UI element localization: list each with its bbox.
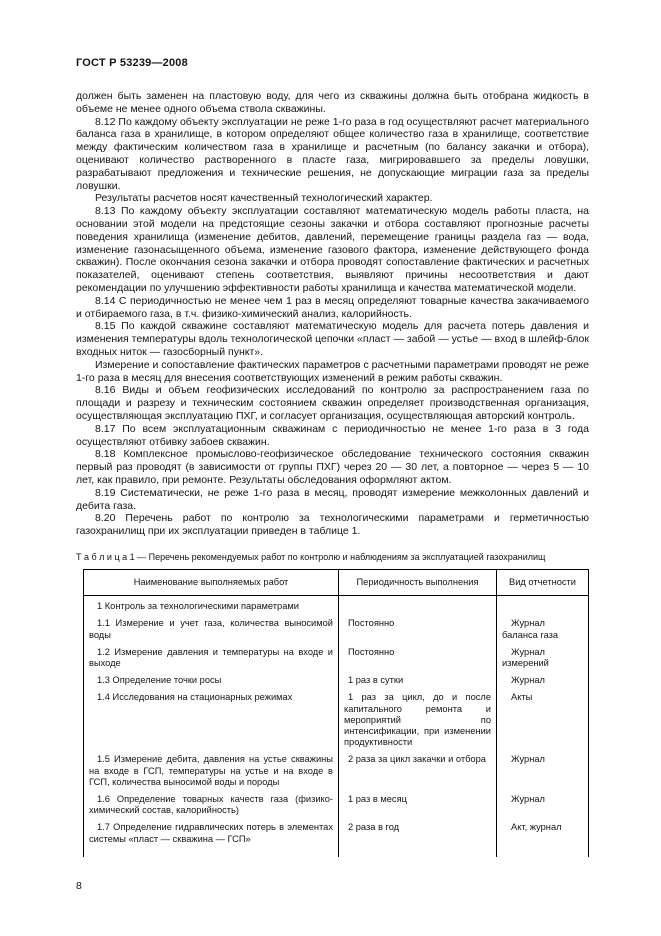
document-body	[76, 90, 589, 538]
cell-period: 2 раза за цикл закачки и отбора	[339, 749, 497, 789]
table-row	[84, 789, 589, 817]
table-row	[84, 670, 589, 687]
cell-report: Журнал	[497, 789, 589, 817]
cell-report: Акт, журнал	[497, 817, 589, 856]
table-row	[84, 642, 589, 670]
cell-period: Постоянно	[339, 642, 497, 670]
cell-work: 1.1 Измерение и учет газа, количества выносимой воды	[84, 613, 339, 641]
cell-period: 2 раза в год	[339, 817, 497, 856]
cell-work: 1.4 Исследования на стационарных режимах	[84, 687, 339, 749]
paragraph: 8.12 По каждому объекту эксплуатации не реже 1-го раза в год осуществляют расчет материального баланса газа в хранилище, в котором определяют общее количество газа в хранилище, соответствие между фактическим количеством газа в хранилище и расчетным (по балансу закачки и отбора), оценивают количество растворенного в пласте газа, мигрировавшего за пределы ловушки, разрабатывают предложения и технические решения, не допускающие миграции газа за пределы ловушки.	[76, 115, 589, 192]
cell-period: 1 раз в месяц	[339, 789, 497, 817]
cell-period: 1 раз за цикл, до и после капитального ремонта и мероприятий по интенсификации, при изменении продуктивности	[339, 687, 497, 749]
paragraph: 8.14 С периодичностью не менее чем 1 раз в месяц определяют товарные качества закачиваемого и отбираемого газа, в т.ч. физико-химический анализ, калорийность.	[76, 294, 589, 320]
table-header-row	[84, 569, 589, 595]
paragraph: 8.19 Систематически, не реже 1-го раза в месяц, проводят измерение межколонных давлений и дебита газа.	[76, 486, 589, 512]
paragraph: 8.13 По каждому объекту эксплуатации составляют математическую модель работы пласта, на основании этой модели на предстоящие сезоны закачки и отбора составляют прогнозные расчеты поведения хранилища (изменение дебитов, давлений, перемещение границы раздела газ — вода, изменение газонасыщенного объема, изменение газового фактора, изменение действующего фонда скважин). После окончания сезона закачки и отбора проводят сопоставление фактических и расчетных показателей, оценивают степень соответствия, выявляют причины несоответствия и дают рекомендации по улучшению эффективности работы хранилища и качества математической модели.	[76, 205, 589, 294]
column-header-report: Вид отчетности	[497, 569, 589, 595]
paragraph: 8.17 По всем эксплуатационным скважинам с периодичностью не менее 1-го раза в 3 года осуществляют отбивку забоев скважин.	[76, 422, 589, 448]
table-row	[84, 687, 589, 749]
table-row	[84, 596, 589, 614]
cell-work: 1.7 Определение гидравлических потерь в элементах системы «пласт — скважина — ГСП»	[84, 817, 339, 856]
column-header-period: Периодичность выполнения	[339, 569, 497, 595]
cell-period: 1 раз в сутки	[339, 670, 497, 687]
cell-period: Постоянно	[339, 613, 497, 641]
cell-report: Журнал баланса газа	[497, 613, 589, 641]
paragraph: Результаты расчетов носят качественный технологический характер.	[95, 192, 433, 205]
column-header-work: Наименование выполняемых работ	[84, 569, 339, 595]
table-row	[84, 749, 589, 789]
document-number: ГОСТ Р 53239—2008	[76, 57, 188, 69]
cell-work: 1.6 Определение товарных качеств газа (физико-химический состав, калорийность)	[84, 789, 339, 817]
table-row	[84, 613, 589, 641]
paragraph: 8.18 Комплексное промыслово-геофизическое обследование технического состояния скважин первый раз проводят (в зависимости от группы ПХГ) через 20 — 30 лет, а повторное — через 5 — 10 лет, как правило, при ремонте. Результаты обследования оформляют актом.	[76, 448, 589, 486]
cell-work: 1.5 Измерение дебита, давления на устье скважины на входе в ГСП, температуры на устье и на входе в ГСП, количества выносимой воды и породы	[84, 749, 339, 789]
table-row	[84, 817, 589, 856]
cell-report: Акты	[497, 687, 589, 749]
cell-period	[339, 596, 497, 614]
cell-report: Журнал измерений	[497, 642, 589, 670]
cell-report: Журнал	[497, 670, 589, 687]
paragraph: Измерение и сопоставление фактических параметров с расчетными параметрами проводят не реже 1-го раза в месяц для внесения соответствующих изменений в режим работы скважин.	[76, 358, 589, 384]
page-number: 8	[76, 880, 82, 892]
paragraph: 8.20 Перечень работ по контролю за технологическими параметрами и герметичностью газохранилищ при их эксплуатации приведен в таблице 1.	[76, 512, 589, 538]
cell-work: 1.3 Определение точки росы	[84, 670, 339, 687]
paragraph: 8.16 Виды и объем геофизических исследований по контролю за распространением газа по площади и разрезу и техническим состоянием скважин определяет производственная организация, осуществляющая эксплуатацию ПХГ, и согласует организация, осуществляющая авторский контроль.	[76, 384, 589, 422]
table-caption: Т а б л и ц а 1 — Перечень рекомендуемых работ по контролю и наблюдениям за эксплуатацией газохранилищ	[76, 551, 546, 562]
cell-work: 1.2 Измерение давления и температуры на входе и выходе	[84, 642, 339, 670]
table-1	[83, 569, 589, 857]
cell-report: Журнал	[497, 749, 589, 789]
cell-work: 1 Контроль за технологическими параметрами	[84, 596, 339, 614]
paragraph: должен быть заменен на пластовую воду, для чего из скважины должна быть отобрана жидкость в объеме не менее одного объема ствола скважины.	[76, 90, 589, 115]
cell-report	[497, 596, 589, 614]
paragraph: 8.15 По каждой скважине составляют математическую модель для расчета потерь давления и изменения температуры вдоль технологической цепочки «пласт — забой — устье — вход в шлейф-блок входных ниток — газосборный пункт».	[76, 320, 589, 358]
